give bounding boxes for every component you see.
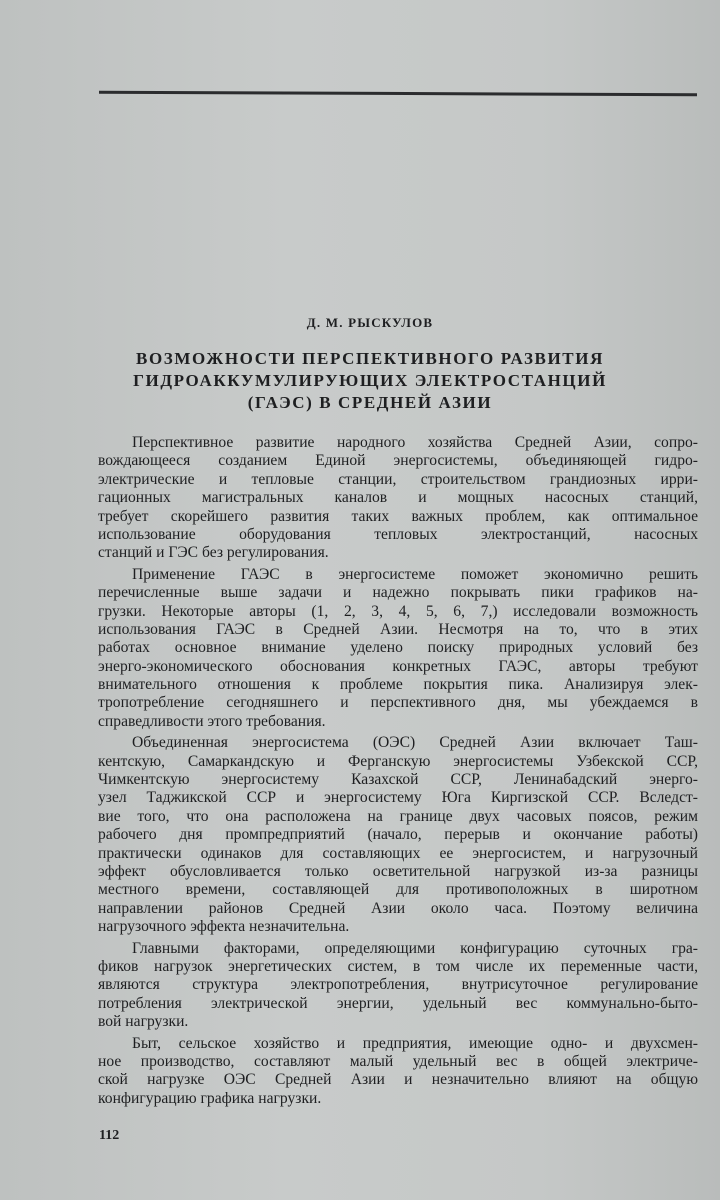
text-line: Перспективное развитие народного хозяйства Средней Азии, сопро- [132, 434, 698, 451]
article-title [120, 348, 620, 414]
text-line: вождающееся созданием Единой энергосистемы, объединяющей гидро- [98, 452, 698, 470]
text-line: работах основное внимание уделено поиску природных условий без [98, 639, 698, 657]
text-line: перечисленные выше задачи и надежно покрывать пики графиков на- [98, 584, 698, 602]
text-line: внимательного отношения к проблеме покрытия пика. Анализируя элек- [98, 676, 698, 694]
title-line: ВОЗМОЖНОСТИ ПЕРСПЕКТИВНОГО РАЗВИТИЯ [136, 349, 604, 368]
text-line: кентскую, Самаркандскую и Ферганскую энергосистемы Узбекской ССР, [98, 752, 698, 770]
top-rule [99, 91, 697, 97]
text-line: использование оборудования тепловых электростанций, насосных [98, 525, 698, 543]
text-line: конфигурацию графика нагрузки. [98, 1089, 322, 1107]
text-line: рабочего дня промпредприятий (начало, перерыв и окончание работы) [98, 826, 698, 844]
text-line: узел Таджикской ССР и энергосистему Юга Киргизской ССР. Вследст- [98, 789, 698, 807]
text-line: Главными факторами, определяющими конфигурацию суточных гра- [132, 939, 698, 957]
text-line: грузки. Некоторые авторы (1, 2, 3, 4, 5, 6, 7,) исследовали возможность [98, 602, 698, 620]
text-line: использования ГАЭС в Средней Азии. Несмотря на то, что в этих [98, 620, 698, 638]
paragraph-5 [98, 1035, 698, 1109]
text-line: нагрузочного эффекта незначительна. [98, 918, 350, 936]
title-line: (ГАЭС) В СРЕДНЕЙ АЗИИ [247, 393, 493, 412]
text-line: требует скорейшего развития таких важных проблем, как оптимальное [98, 507, 698, 525]
text-line: Объединенная энергосистема (ОЭС) Средней Азии включает Таш- [132, 734, 698, 752]
paragraph-3 [98, 734, 698, 936]
text-line: вой нагрузки. [98, 1013, 189, 1031]
text-line: электрические и тепловые станции, строительством грандиозных ирри- [98, 470, 698, 488]
page-number: 112 [99, 1128, 120, 1143]
text-line: ное производство, составляют малый удельный вес в общей электриче- [98, 1052, 698, 1070]
text-line: справедливости этого требования. [98, 712, 326, 730]
text-line: Быт, сельское хозяйство и предприятия, имеющие одно- и двухсмен- [132, 1034, 698, 1052]
text-line: практически одинаков для составляющих ее энергосистем, и нагрузочный [98, 844, 698, 862]
text-line: ской нагрузке ОЭС Средней Азии и незначительно влияют на общую [98, 1071, 698, 1089]
paragraph-4 [98, 940, 698, 1032]
text-line: станций и ГЭС без регулирования. [98, 544, 329, 562]
title-line: ГИДРОАККУМУЛИРУЮЩИХ ЭЛЕКТРОСТАНЦИЙ [133, 371, 607, 390]
paragraph-2 [98, 566, 698, 732]
paragraph-1 [98, 434, 698, 563]
author-name: Д. М. РЫСКУЛОВ [306, 315, 434, 330]
text-line: являются структура электропотребления, внутрисуточное регулирование [98, 976, 698, 994]
text-line: Применение ГАЭС в энергосистеме поможет экономично решить [132, 565, 698, 583]
text-line: потребления электрической энергии, удельный вес коммунально-быто- [98, 994, 698, 1012]
text-line: энерго-экономического обоснования конкретных ГАЭС, авторы требуют [98, 657, 698, 675]
text-line: гационных магистральных каналов и мощных насосных станций, [98, 489, 698, 507]
text-line: местного времени, составляющей для противоположных в широтном [98, 881, 698, 899]
text-line: эффект обусловливается только осветительной нагрузкой из-за разницы [98, 862, 698, 880]
article-body [98, 434, 698, 1111]
text-line: Чимкентскую энергосистему Казахской ССР, Ленинабадский энерго- [98, 771, 698, 789]
text-line: тропотребление сегодняшнего и перспективного дня, мы убеждаемся в [98, 694, 698, 712]
text-line: вие того, что она расположена на границе двух часовых поясов, режим [98, 807, 698, 825]
text-line: направлении районов Средней Азии около часа. Поэтому величина [98, 899, 698, 917]
text-line: фиков нагрузок энергетических систем, в том числе их переменные части, [98, 957, 698, 975]
